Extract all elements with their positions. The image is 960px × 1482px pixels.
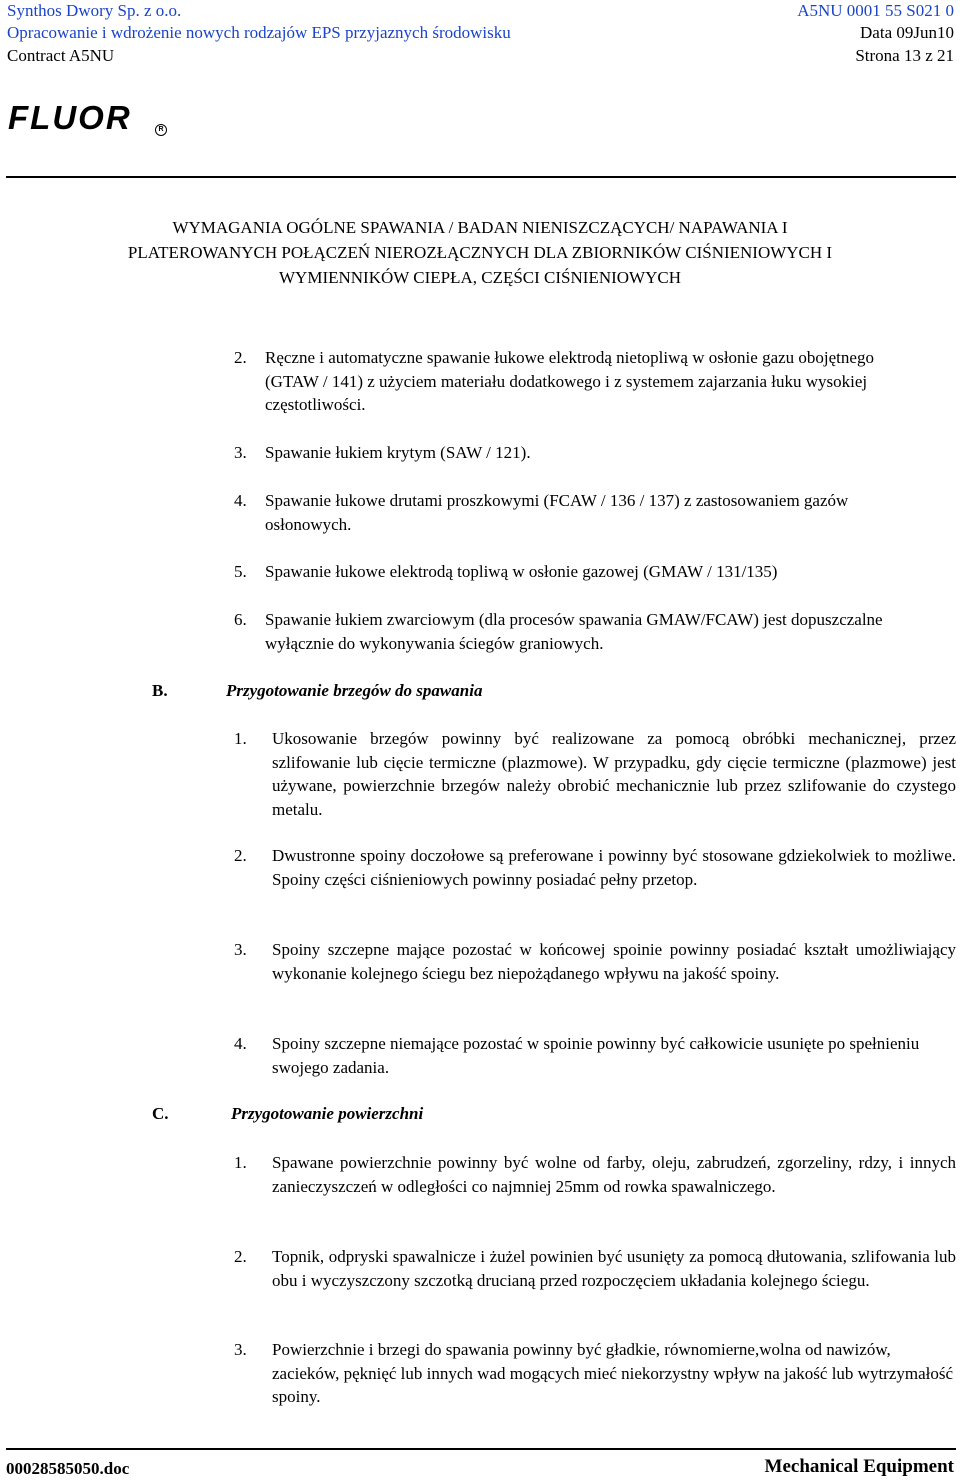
list-item-number: 2. (234, 1247, 247, 1266)
list-item-text: Powierzchnie i brzegi do spawania powinny być gładkie, równomierne,wolna od nawizów, zacieków, pęknięć lub innych wad mogących mieć niekorzystny wpływ na jakość lub wytrzymałość spoiny. (272, 1340, 954, 1406)
header-doc-number: A5NU 0001 55 S021 0 (797, 1, 954, 20)
registered-mark-icon: R (155, 124, 167, 136)
list-item-number: 3. (234, 940, 247, 959)
header-date: Data 09Jun10 (860, 23, 954, 42)
list-item-number: 2. (234, 348, 247, 367)
header-page-number: Strona 13 z 21 (855, 46, 954, 65)
section-b-heading (152, 680, 168, 702)
title-line: PLATEROWANYCH POŁĄCZEŃ NIEROZŁĄCZNYCH DLA ZBIORNIKÓW CIŚNIENIOWYCH I (127, 243, 833, 262)
header-divider (6, 176, 956, 178)
list-item-text: Ukosowanie brzegów powinny być realizowane za pomocą obróbki mechanicznej, przez szlifowanie lub cięcie termiczne (plazmowe). W przypadku, gdy cięcie termiczne (plazmowe) jest używane, powierzchnie brzegów należy obrobić mechanicznie lub przez szlifowanie do czystego metalu. (272, 729, 956, 819)
section-b-title (226, 680, 482, 702)
list-item-number: 4. (234, 491, 247, 510)
list-item-number: 6. (234, 610, 247, 629)
section-c-title (231, 1103, 423, 1125)
list-item-number: 1. (234, 729, 247, 748)
section-title: Przygotowanie powierzchni (231, 1104, 424, 1123)
list-item-text: Spoiny szczepne mające pozostać w końcowej spoinie powinny posiadać kształt umożliwiający wykonanie kolejnego ściegu bez niepożądanego wpływu na jakość spoiny. (272, 940, 956, 983)
list-item-number: 3. (234, 1340, 247, 1359)
list-item-text: Spawanie łukowe elektrodą topliwą w osłonie gazowej (GMAW / 131/135) (265, 562, 778, 581)
footer-divider (6, 1448, 956, 1450)
list-item-text: Spawanie łukiem zwarciowym (dla procesów spawania GMAW/FCAW) jest dopuszczalne wyłącznie do wykonywania ściegów graniowych. (265, 610, 883, 653)
header-contract-text: Contract A5NU (7, 46, 115, 65)
list-item-number: 3. (234, 443, 247, 462)
section-letter: B. (152, 681, 168, 700)
list-item-text: Spoiny szczepne niemające pozostać w spoinie powinny być całkowicie usunięte po spełnieniu swojego zadania. (272, 1034, 920, 1077)
title-line: WYMAGANIA OGÓLNE SPAWANIA / BADAN NIENISZCZĄCYCH/ NAPAWANIA I (172, 218, 788, 237)
list-item-number: 5. (234, 562, 247, 581)
header-project: Opracowanie i wdrożenie nowych rodzajów EPS przyjaznych środowisku (7, 23, 511, 42)
document-title (0, 215, 960, 290)
list-item-number: 2. (234, 846, 247, 865)
list-item-number: 1. (234, 1153, 247, 1172)
list-item-text: Spawanie łukowe drutami proszkowymi (FCAW / 136 / 137) z zastosowaniem gazów osłonowych. (265, 491, 849, 534)
list-item-text: Spawane powierzchnie powinny być wolne od farby, oleju, zabrudzeń, zgorzeliny, rdzy, i innych zanieczyszczeń w odległości co najmniej 25mm od rowka spawalniczego. (272, 1153, 956, 1196)
header-contract (7, 45, 114, 67)
section-title: Przygotowanie brzegów do spawania (226, 681, 483, 700)
fluor-logo: FLUOR (8, 99, 132, 136)
list-item-text: Spawanie łukiem krytym (SAW / 121). (265, 443, 531, 462)
list-item-text: Dwustronne spoiny doczołowe są preferowane i powinny być stosowane gdziekolwiek to możliwe. Spoiny części ciśnieniowych powinny posiadać pełny przetop. (272, 846, 956, 889)
title-line: WYMIENNIKÓW CIEPŁA, CZĘŚCI CIŚNIENIOWYCH (279, 268, 681, 287)
section-letter: C. (152, 1104, 169, 1123)
section-c-heading (152, 1103, 169, 1125)
footer-category: Mechanical Equipment (764, 1456, 954, 1477)
list-item-number: 4. (234, 1034, 247, 1053)
list-item-text: Topnik, odpryski spawalnicze i żużel powinien być usunięty za pomocą dłutowania, szlifowania lub obu i wyczyszczony szczotką drucianą przed rozpoczęciem układania kolejnego ściegu. (272, 1247, 956, 1290)
header-company: Synthos Dwory Sp. z o.o. (7, 1, 182, 20)
footer-filename: 00028585050.doc (6, 1459, 130, 1478)
list-item-text: Ręczne i automatyczne spawanie łukowe elektrodą nietopliwą w osłonie gazu obojętnego (GTAW / 141) z użyciem materiału dodatkowego i z systemem zajarzania łuku wysokiej częstotliwości. (265, 348, 874, 414)
